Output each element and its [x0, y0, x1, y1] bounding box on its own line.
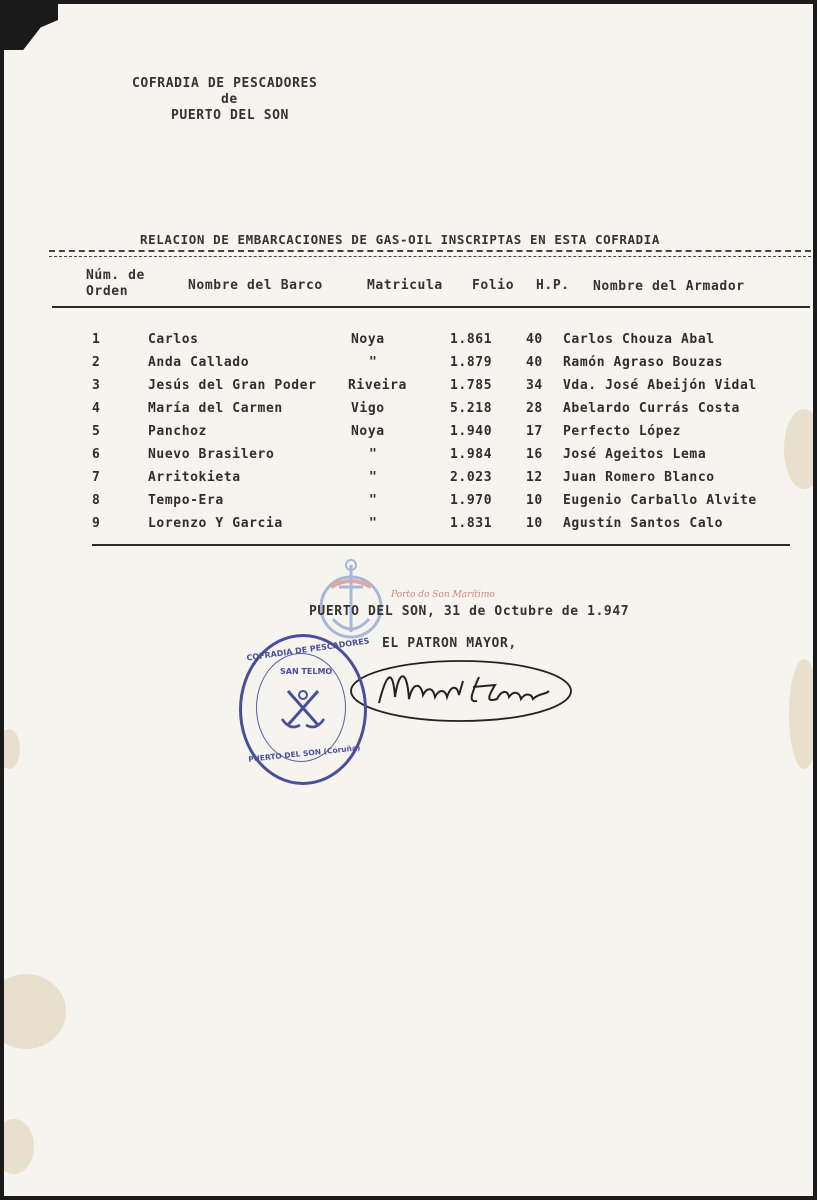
- horsepower: 17: [526, 424, 543, 439]
- paper-stain: [4, 1119, 34, 1174]
- owner-name: Eugenio Carballo Alvite: [563, 493, 757, 508]
- folio: 1.940: [450, 424, 493, 439]
- col-header-num-2: Orden: [86, 284, 129, 299]
- col-header-num-1: Núm. de: [86, 268, 145, 283]
- col-header-hp: H.P.: [536, 278, 570, 293]
- matricula: ": [369, 516, 378, 531]
- row-number: 3: [92, 378, 101, 393]
- horsepower: 40: [526, 332, 543, 347]
- row-number: 1: [92, 332, 101, 347]
- matricula: Riveira: [348, 378, 407, 393]
- owner-name: Vda. José Abeijón Vidal: [563, 378, 757, 393]
- signer-title: EL PATRON MAYOR,: [382, 636, 517, 651]
- table-row: [4, 355, 813, 378]
- vessel-name: Panchoz: [148, 424, 207, 439]
- vessel-name: Jesús del Gran Poder: [148, 378, 317, 393]
- paper-stain: [789, 659, 813, 769]
- folio: 1.984: [450, 447, 493, 462]
- horsepower: 10: [526, 493, 543, 508]
- anchors-emblem-icon: [278, 683, 328, 733]
- vessel-name: María del Carmen: [148, 401, 283, 416]
- matricula: Noya: [351, 332, 385, 347]
- vessel-name: Anda Callado: [148, 355, 250, 370]
- matricula: ": [369, 470, 378, 485]
- row-number: 7: [92, 470, 101, 485]
- vessel-name: Tempo-Era: [148, 493, 224, 508]
- horsepower: 16: [526, 447, 543, 462]
- header-line-3: PUERTO DEL SON: [171, 108, 289, 123]
- row-number: 6: [92, 447, 101, 462]
- header-line-1: COFRADIA DE PESCADORES: [132, 76, 318, 91]
- folio: 1.879: [450, 355, 493, 370]
- table-row: [4, 447, 813, 470]
- folio: 2.023: [450, 470, 493, 485]
- owner-name: Perfecto López: [563, 424, 681, 439]
- matricula: ": [369, 493, 378, 508]
- owner-name: José Ageitos Lema: [563, 447, 707, 462]
- paper-stain: [4, 729, 20, 769]
- horsepower: 10: [526, 516, 543, 531]
- table-bottom-rule: [92, 544, 790, 546]
- place-date: PUERTO DEL SON, 31 de Octubre de 1.947: [309, 604, 630, 619]
- vessel-name: Arritokieta: [148, 470, 241, 485]
- title-underline: [49, 256, 811, 257]
- col-header-folio: Folio: [472, 278, 515, 293]
- owner-name: Carlos Chouza Abal: [563, 332, 715, 347]
- document-title: RELACION DE EMBARCACIONES DE GAS-OIL INSCRIPTAS EN ESTA COFRADIA: [140, 232, 661, 247]
- matricula: Vigo: [351, 401, 385, 416]
- table-row: [4, 493, 813, 516]
- matricula: ": [369, 447, 378, 462]
- table-row: [4, 424, 813, 447]
- row-number: 9: [92, 516, 101, 531]
- owner-name: Agustín Santos Calo: [563, 516, 724, 531]
- table-row: [4, 470, 813, 493]
- folio: 1.785: [450, 378, 493, 393]
- table-row: [4, 378, 813, 401]
- row-number: 8: [92, 493, 101, 508]
- document-page: [4, 4, 813, 1196]
- title-underline: [49, 250, 811, 252]
- folio: 1.831: [450, 516, 493, 531]
- table-row: [4, 332, 813, 355]
- folio: 1.970: [450, 493, 493, 508]
- paper-stain: [4, 974, 66, 1049]
- row-number: 5: [92, 424, 101, 439]
- stamp-text-top: COFRADIA DE PESCADORES: [245, 636, 370, 663]
- horsepower: 12: [526, 470, 543, 485]
- col-header-matricula: Matricula: [367, 278, 443, 293]
- vessel-name: Lorenzo Y Garcia: [148, 516, 283, 531]
- handwritten-signature: [349, 651, 579, 731]
- stamp-text-bottom: PUERTO DEL SON (Coruña): [247, 743, 361, 764]
- col-header-owner: Nombre del Armador: [593, 279, 745, 294]
- matricula: ": [369, 355, 378, 370]
- header-rule: [52, 306, 810, 308]
- horsepower: 34: [526, 378, 543, 393]
- horsepower: 28: [526, 401, 543, 416]
- folio: 5.218: [450, 401, 493, 416]
- watermark-text: Porto do Son Marítimo: [391, 590, 495, 600]
- col-header-name: Nombre del Barco: [188, 278, 323, 293]
- owner-name: Abelardo Currás Costa: [563, 401, 740, 416]
- cofradia-stamp: [239, 634, 370, 785]
- matricula: Noya: [351, 424, 385, 439]
- stamp-text-inner: SAN TELMO: [280, 667, 333, 676]
- owner-name: Juan Romero Blanco: [563, 470, 715, 485]
- vessel-name: Nuevo Brasilero: [148, 447, 275, 462]
- table-row: [4, 401, 813, 424]
- torn-corner: [4, 4, 58, 50]
- table-row: [4, 516, 813, 539]
- row-number: 4: [92, 401, 101, 416]
- header-line-2: de: [221, 92, 238, 107]
- row-number: 2: [92, 355, 101, 370]
- vessel-name: Carlos: [148, 332, 199, 347]
- folio: 1.861: [450, 332, 493, 347]
- horsepower: 40: [526, 355, 543, 370]
- owner-name: Ramón Agraso Bouzas: [563, 355, 724, 370]
